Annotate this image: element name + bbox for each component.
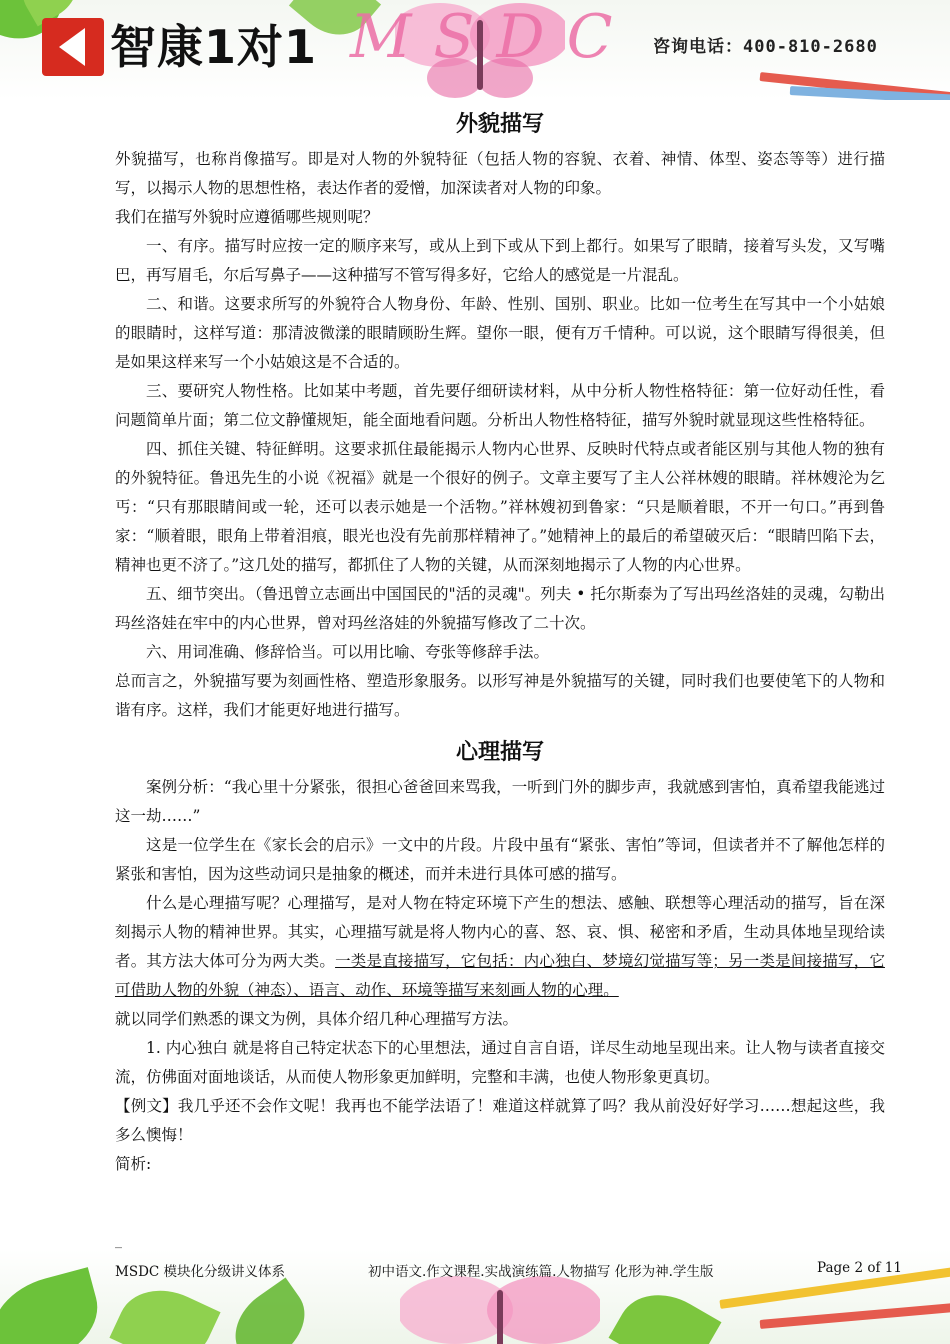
- paragraph-rule-4: 四、抓住关键、特征鲜明。这要求抓住最能揭示人物内心世界、反映时代特点或者能区别与其他人物的独有的外貌特征。鲁迅先生的小说《祝福》就是一个很好的例子。文章主要写了主人公祥林嫂的眼睛。祥林嫂沦为乞丐：“只有那眼睛间或一轮，还可以表示她是一个活物。”祥林嫂初到鲁家：“只是顺着眼，不开一句口。”再到鲁家：“顺着眼，眼角上带着泪痕，眼光也没有先前那样精神了。”她精神上的最后的希望破灭后：“眼睛凹陷下去，精神也更不济了。”这几处的描写，都抓住了人物的关键，从而深刻地揭示了人物的内心世界。: [115, 440, 885, 574]
- footer-left: MSDC 模块化分级讲义体系: [115, 1264, 286, 1280]
- footer-page-number: Page 2 of 11: [817, 1260, 902, 1276]
- definition-text: 什么是心理描写呢？心理描写，是对人物在特定环境下产生的想法、感触、联想等心理活动的描写，旨在深刻揭示人物的精神世界。其实，心理描写就是将人物内心的喜、怒、哀、惧、秘密和矛盾，生动具体地呈现给读者。其方法大体可分为两大类。: [115, 894, 885, 970]
- brand-msdc: MSDC: [350, 2, 635, 72]
- paragraph-method-1: 1. 内心独白 就是将自己特定状态下的心里想法，通过自言自语，详尽生动地呈现出来。让人物与读者直接交流，仿佛面对面地谈话，从而使人物形象更加鲜明，完整和丰满，也使人物形象更真切。: [115, 1039, 885, 1086]
- paragraph-rule-5: 五、细节突出。（鲁迅曾立志画出中国国民的"活的灵魂"。列夫 • 托尔斯泰为了写出玛丝洛娃的灵魂，勾勒出玛丝洛娃在牢中的内心世界，曾对玛丝洛娃的外貌描写修改了二十次。: [115, 585, 885, 632]
- paragraph-rule-6: 六、用词准确、修辞恰当。可以用比喻、夸张等修辞手法。: [146, 643, 550, 661]
- paragraph-analysis: 简析:: [115, 1155, 152, 1173]
- pencil-decoration: [760, 1302, 950, 1329]
- paragraph-summary: 总而言之，外貌描写要为刻画性格、塑造形象服务。以形写神是外貌描写的关键，同时我们也要使笔下的人物和谐有序。这样，我们才能更好地进行描写。: [115, 672, 885, 719]
- butterfly-icon: [400, 1270, 600, 1344]
- paragraph: 就以同学们熟悉的课文为例，具体介绍几种心理描写方法。: [115, 1010, 519, 1028]
- paragraph: 我们在描写外貌时应遵循哪些规则呢？: [115, 208, 379, 226]
- document-body: [115, 105, 885, 1179]
- logo-text: 智康1对1: [110, 20, 318, 74]
- footer-mark: _: [115, 1233, 122, 1249]
- section-title-psychology: 心理描写: [455, 740, 544, 765]
- paragraph-example: 【例文】我几乎还不会作文呢！我再也不能学法语了！难道这样就算了吗？我从前没好好学习……想起这些，我多么懊悔！: [115, 1097, 885, 1144]
- paragraph-rule-3: 三、要研究人物性格。比如某中考题，首先要仔细研读材料，从中分析人物性格特征：第一位好动任性，看问题简单片面；第二位文静懂规矩，能全面地看问题。分析出人物性格特征，描写外貌时就显现这些性格特征。: [115, 382, 885, 429]
- leaf-decoration: [0, 1267, 108, 1344]
- paragraph-rule-2: 二、和谐。这要求所写的外貌符合人物身份、年龄、性别、国别、职业。比如一位考生在写其中一个小姑娘的眼睛时，这样写道：那清波微漾的眼睛顾盼生辉。望你一眼，便有万千情种。可以说，这个眼睛写得很美，但是如果这样来写一个小姑娘这是不合适的。: [115, 295, 885, 371]
- underlined-text: 一类是直接描写，它包括：内心独白、梦境幻觉描写等；另一类是间接描写，它可借助人物的外貌（神态）、语言、动作、环境等描写来刻画人物的心理。: [115, 952, 885, 999]
- leaf-decoration: [609, 1277, 722, 1344]
- footer-center: 初中语文.作文课程.实战演练篇.人物描写 化形为神.学生版: [368, 1264, 714, 1280]
- paragraph-rule-1: 一、有序。描写时应按一定的顺序来写，或从上到下或从下到上都行。如果写了眼睛，接着写头发，又写嘴巴，再写眉毛，尔后写鼻子——这种描写不管写得多好，它给人的感觉是一片混乱。: [115, 237, 885, 284]
- paragraph-definition: [115, 889, 885, 1005]
- paragraph: 外貌描写，也称肖像描写。即是对人物的外貌特征（包括人物的容貌、衣着、神情、体型、姿态等等）进行描写，以揭示人物的思想性格，表达作者的爱憎，加深读者对人物的印象。: [115, 150, 885, 197]
- paragraph: 这是一位学生在《家长会的启示》一文中的片段。片段中虽有“紧张、害怕”等词，但读者并不了解他怎样的紧张和害怕，因为这些动词只是抽象的概述，而并未进行具体可感的描写。: [115, 836, 885, 883]
- leaf-decoration: [109, 1274, 220, 1344]
- logo-mark: [42, 18, 104, 76]
- page-header: [0, 0, 950, 100]
- leaf-decoration: [220, 1277, 320, 1344]
- consult-phone: 咨询电话：400-810-2680: [653, 37, 878, 57]
- paragraph-case: 案例分析：“我心里十分紧张，很担心爸爸回来骂我，一听到门外的脚步声，我就感到害怕，真希望我能逃过这一劫……”: [115, 778, 885, 825]
- section-title-appearance: 外貌描写: [455, 112, 544, 137]
